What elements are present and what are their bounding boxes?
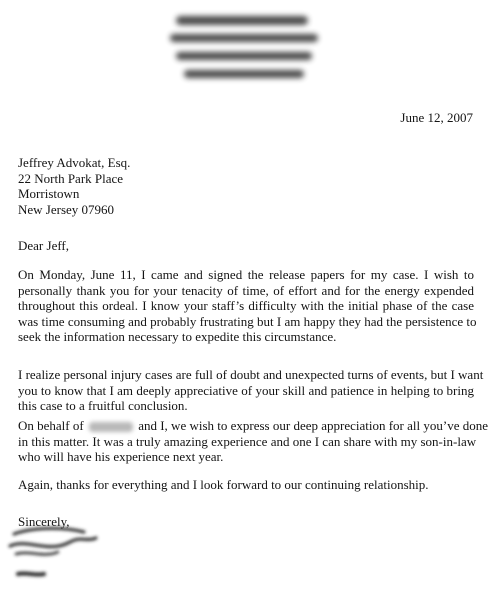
redacted-letterhead — [0, 0, 490, 90]
redacted-name — [89, 422, 133, 432]
salutation: Dear Jeff, — [18, 238, 70, 253]
recipient-street: 22 North Park Place — [18, 170, 124, 186]
recipient-city: Morristown — [18, 186, 80, 201]
paragraph-line: this case to a fruitful conclusion. — [18, 398, 188, 414]
recipient-state-zip: New Jersey 07960 — [18, 201, 115, 217]
paragraph-line: personally thank you for your tenacity of time, of effort and for the energy expended — [18, 282, 474, 298]
letter-date: June 12, 2007 — [400, 110, 473, 125]
paragraph-line: in this matter. It was a truly amazing experience and one I can share with my son-in-law — [18, 433, 477, 449]
paragraph-line: throughout this ordeal. I know your staff’s difficulty with the initial phase of the case — [18, 298, 474, 314]
paragraph-thanks — [18, 477, 474, 493]
paragraph-line: On Monday, June 11, I came and signed the release papers for my case. I wish to — [18, 267, 474, 282]
paragraph-release-papers — [18, 267, 477, 345]
paragraph-line: you to know that I am deeply appreciative of your skill and patience in helping to bring — [18, 382, 474, 398]
recipient-name: Jeffrey Advokat, Esq. — [18, 155, 131, 170]
paragraph-line: I realize personal injury cases are full of doubt and unexpected turns of events, but I want — [18, 367, 484, 382]
paragraph-fragment: On behalf of — [18, 418, 84, 433]
paragraph-line: who will have his experience next year. — [18, 449, 224, 465]
paragraph-line: seek the information necessary to expedite this circumstance. — [18, 329, 337, 345]
closing: Sincerely, — [18, 514, 70, 529]
paragraph-appreciation — [18, 367, 484, 414]
paragraph-fragment: and I, we wish to express our deep appreciation for all you’ve done — [138, 418, 489, 433]
recipient-address — [18, 155, 130, 217]
redacted-signature — [0, 520, 120, 600]
paragraph-line: Again, thanks for everything and I look forward to our continuing relationship. — [18, 477, 429, 492]
paragraph-on-behalf — [18, 418, 489, 465]
paragraph-line: was time consuming and probably frustrating but I am happy they had the persistence to — [18, 313, 477, 329]
paragraph-line — [18, 418, 489, 434]
